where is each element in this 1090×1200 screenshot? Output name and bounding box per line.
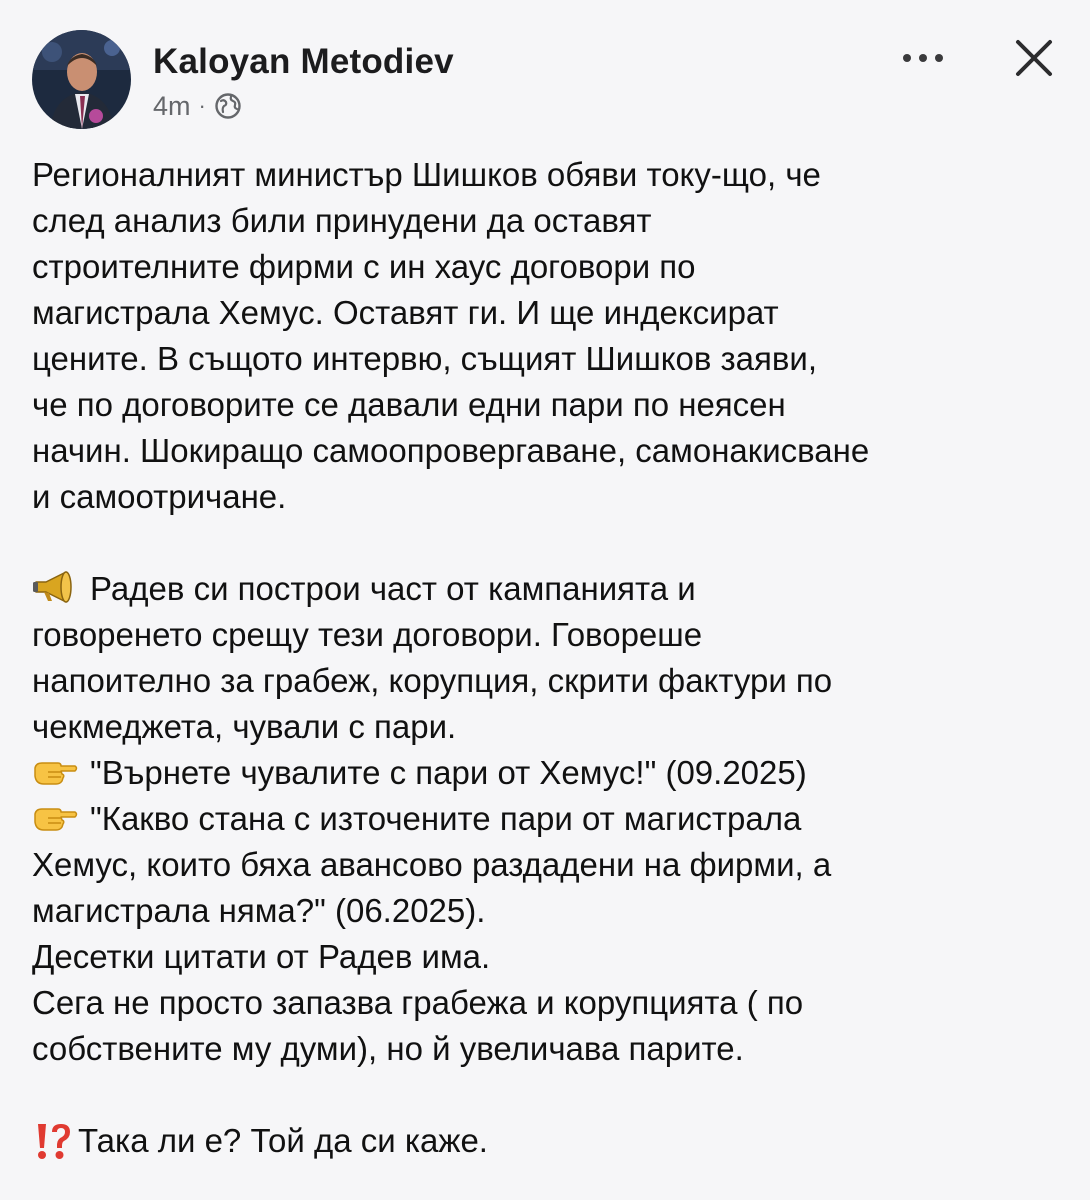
body-line: Хемус, които бяха авансово раздадени на фирми, а — [32, 846, 832, 883]
final-text: Така ли е? Той да си каже. — [78, 1122, 488, 1159]
globe-icon[interactable] — [214, 92, 242, 120]
body-line: собствените му думи), но й увеличава парите. — [32, 1030, 744, 1067]
pointing-right-icon — [32, 800, 78, 834]
author-name[interactable]: Kaloyan Metodiev — [153, 42, 454, 81]
post-header — [0, 0, 1090, 150]
quote-line — [32, 796, 1072, 842]
meta-separator: · — [198, 93, 206, 118]
quote-line — [32, 750, 1072, 796]
body-line: чекмеджета, чували с пари. — [32, 708, 457, 745]
body-line: Десетки цитати от Радев има. — [32, 938, 491, 975]
close-button[interactable] — [1006, 30, 1062, 86]
body-line: напоително за грабеж, корупция, скрити фактури по — [32, 662, 833, 699]
more-options-icon — [900, 52, 946, 64]
body-line: начин. Шокиращо самоопровергаване, самонакисване — [32, 432, 870, 469]
megaphone-paragraph-line — [32, 566, 1072, 612]
body-line: Сега не просто запазва грабежа и корупцията ( по — [32, 984, 804, 1021]
pointing-right-icon — [32, 754, 78, 788]
body-line: и самоотричане. — [32, 478, 287, 515]
body-line: че по договорите се давали едни пари по неясен — [32, 386, 786, 423]
body-line: магистрала няма?" (06.2025). — [32, 892, 486, 929]
post-meta — [153, 88, 242, 124]
author-avatar[interactable] — [32, 30, 131, 129]
body-line: след анализ били принудени да оставят — [32, 202, 652, 239]
quote-text: "Върнете чувалите с пари от Хемус!" (09.2025) — [90, 754, 807, 791]
body-line: магистрала Хемус. Оставят ги. И ще индексират — [32, 294, 779, 331]
post-time[interactable]: 4m — [153, 90, 191, 121]
body-line: строителните фирми с ин хаус договори по — [32, 248, 696, 285]
megaphone-icon — [32, 570, 78, 604]
body-line: Радев си построи част от кампанията и — [90, 570, 696, 607]
quote-text: "Какво стана с източените пари от магистрала — [90, 800, 802, 837]
interrobang-icon — [32, 1122, 72, 1156]
final-line — [32, 1118, 1072, 1164]
body-line: Регионалният министър Шишков обяви току-що, че — [32, 156, 821, 193]
body-line: цените. В същото интервю, същият Шишков заяви, — [32, 340, 818, 377]
close-icon — [1014, 38, 1054, 78]
body-line: говоренето срещу тези договори. Говореше — [32, 616, 703, 653]
paragraph-spacer — [32, 520, 1072, 566]
paragraph-spacer — [32, 1072, 1072, 1118]
post-body — [32, 152, 1072, 1164]
more-options-button[interactable] — [896, 38, 950, 78]
